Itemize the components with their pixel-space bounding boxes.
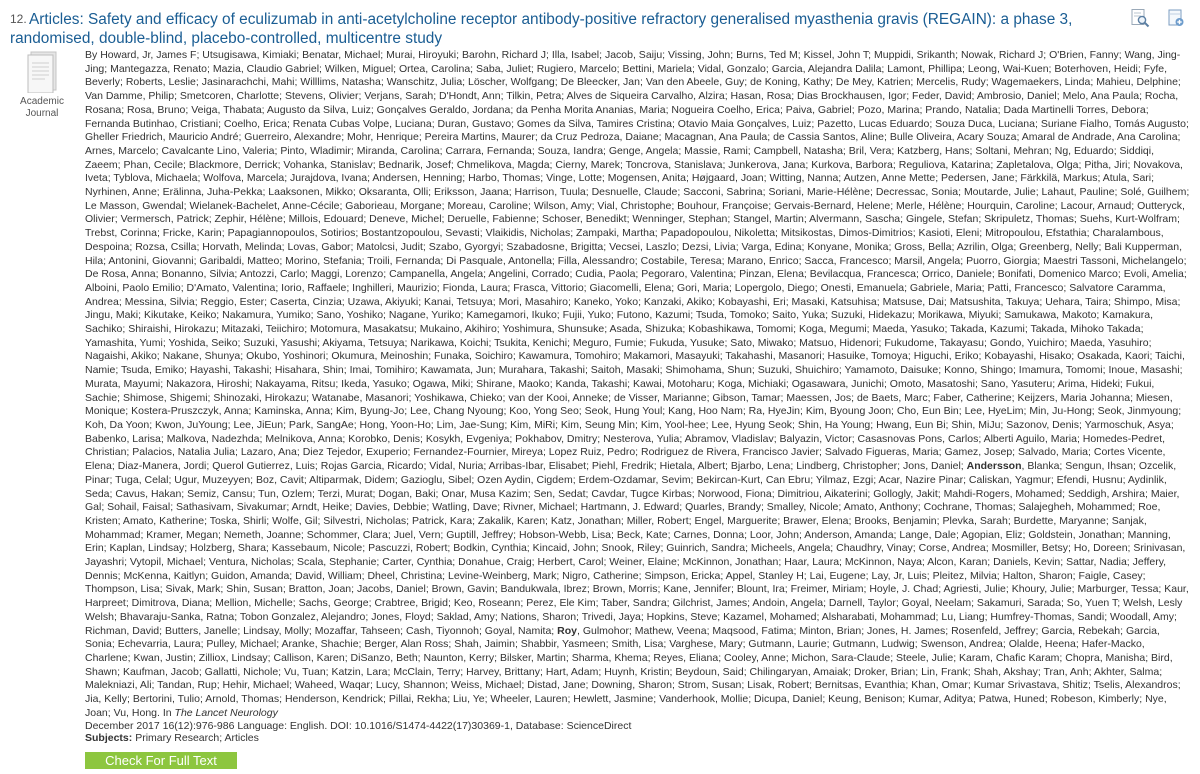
author-list bbox=[85, 49, 1190, 734]
result-title bbox=[10, 10, 1120, 48]
record-details bbox=[85, 49, 1190, 734]
check-full-text-button[interactable]: Check For Full Text bbox=[85, 752, 237, 769]
authors-text-1: Howard, Jr, James F; Utsugisawa, Kimiaki; Benatar, Michael; Murai, Hiroyuki; Barohn, Richard J; Illa, Isabel; Jacob, Saiju; Vissing, John; Burns, Ted M; Kissel, John T; Muppidi, Srikanth; Nowak, Richard J; O'Brien, Fanny; Wang, Jing-Jing; Mantegazza, Renato; Mazia, Claudio Gabriel; Wilken, Miguel; Ortea, Carolina; Saba, Juliet; Rugiero, Marcelo; Bettini, Mariela; Vidal, Gonzalo; Garcia, Alejandra Dalila; Lamont, Phillipa; Leong, Wai-Kuen; Boterhoven, Heidi; Fyfe, Beverly; Roberts, Leslie; Jasinarachchi, Mahi; Willlims, Natasha; Wanschitz, Julia; Löscher, Wolfgang; De Bleecker, Jan; Van den Abeele, Guy; de Koning, Kathy; De Mey, Katrien; Mercelis, Rudy; Wagemaekers, Linda; Mahieu, Delphine; Van Damme, Philip; Smetcoren, Charlotte; Stevens, Olivier; Verjans, Sarah; D'Hondt, Ann; Tilkin, Petra; Alves de Siqueira Carvalho, Alzira; Hasan, Rosa; Dias Brockhausen, Igor; Feder, David; Ambrosio, Daniel; Melo, Ana Paula; Rocha, Rosana; Rosa, Bruno; Veiga, Thabata; Augusto da Silva, Luiz; Gonçalves Geraldo, Jordana; da Penha Morita Ananias, Maria; Nogueira Coelho, Erica; Paiva, Gabriel; Pozo, Marina; Prando, Natalia; Dada Martinelli Torres, Debora; Fernanda Butinhao, Cristiani; Coelho, Erica; Renata Cubas Volpe, Luciana; Duran, Gustavo; Gomes da Silva, Tamires Cristina; Otavio Maia Gonçalves, Luiz; Pazetto, Lucas Eduardo; Souza Duca, Luciana; Suriane Fialho, Tomás Augusto; Gheller Friedrich, Mauricio André; Guerreiro, Alexandre; Mohr, Henrique; Pereira Martins, Maurer; da Cruz Pedroza, Daiane; Macagnan, Ana Paula; de Cassia Santos, Aline; Bulle Oliveira, Acary Souza; Amaral de Andrade, Ana Carolina; Arnes, Marcelo; Cavalcante Lino, Valeria; Pinto, Wladimir; Miranda, Carolina; Carrara, Fernanda; Souza, Iandra; Genge, Angela; Massie, Rami; Campbell, Natasha; Bril, Vera; Katzberg, Hans; Soltani, Mehran; Ng, Eduardo; Siddiqi, Zaeem; Phan, Cecile; Blackmore, Derrick; Vohanka, Stanislav; Bednarik, Josef; Chmelikova, Magda; Cierny, Marek; Toncrova, Stanislava; Junkerova, Jana; Kurkova, Barbora; Reguliova, Katarina; Zapletalova, Olga; Pitha, Jiri; Novakova, Iveta; Tyblova, Michaela; Wolfova, Marcela; Jurajdova, Ivana; Andersen, Henning; Harbo, Thomas; Vinge, Lotte; Mogensen, Anita; Højgaard, Joan; Witting, Nanna; Autzen, Anne Mette; Pedersen, Jane; Färkkilä, Markus; Atula, Sari; Nyrhinen, Anne; Erälinna, Juha-Pekka; Laaksonen, Mikko; Oksaranta, Olli; Eriksson, Jaana; Harrison, Tuula; Desnuelle, Claude; Sacconi, Sabrina; Soriani, Marie-Hélène; Decressac, Sonia; Moutarde, Julie; Lahaut, Pauline; Solé, Guilhem; Le Masson, Gwendal; Wielanek-Bachelet, Anne-Cécile; Gaborieau, Morgane; Moreau, Caroline; Wilson, Amy; Vial, Christophe; Bouhour, Françoise; Gervais-Bernard, Helene; Merle, Hélène; Hourquin, Caroline; Lacour, Arnaud; Outteryck, Olivier; Vermersch, Patrick; Zephir, Hélène; Millois, Edouard; Deneve, Michel; Deruelle, Fabienne; Schoser, Benedikt; Wenninger, Stephan; Stangel, Martin; Alvermann, Sascha; Gingele, Stefan; Skripuletz, Thomas; Suehs, Kurt-Wolfram; Trebst, Corinna; Fricke, Karin; Papagiannopoulos, Sotirios; Bostantzopoulou, Sevasti; Vlaikidis, Nicholas; Zampaki, Martha; Papadopoulou, Nikoletta; Mitsikostas, Dimos-Dimitrios; Kasioti, Eleni; Mitropoulou, Efstathia; Charalambous, Despoina; Rozsa, Csilla; Horvath, Melinda; Lovas, Gabor; Matolcsi, Judit; Szabo, Gyorgyi; Szabadosne, Brigitta; Vecsei, Laszlo; Dezsi, Livia; Varga, Edina; Konyane, Monika; Gross, Bella; Azrilin, Olga; Greenberg, Nelly; Bali Kupperman, Hila; Antonini, Giovanni; Garibaldi, Matteo; Morino, Stefania; Troili, Fernanda; Di Pasquale, Antonella; Filla, Alessandro; Costabile, Teresa; Marano, Enrico; Sacca, Francesco; Marsil, Angela; Puorro, Giorgia; Maestri Tassoni, Michelangelo; De Rosa, Anna; Bonanno, Silvia; Antozzi, Carlo; Maggi, Lorenzo; Campanella, Angela; Angelini, Corrado; Cudia, Paola; Pegoraro, Valentina; Pinzan, Elena; Bevilacqua, Francesca; Orrico, Daniele; Bonifati, Domenico Marco; Evoli, Amelia; Alboini, Paolo Emilio; D'Amato, Valentina; Iorio, Raffaele; Inghilleri, Maurizio; Fionda, Laura; Frasca, Vittorio; Giacomelli, Elena; Gori, Maria; Lopergolo, Diego; Onesti, Emanuela; Gabriele, Maria; Patti, Francesco; Salvatore Caramma, Andrea; Messina, Silvia; Reggio, Ester; Caserta, Cinzia; Uzawa, Akiyuki; Kanai, Tetsuya; Mori, Masahiro; Kaneko, Yoko; Kanzaki, Akiko; Kobayashi, Eri; Masaki, Katsuhisa; Matsuse, Dai; Matsushita, Takuya; Uehara, Taira; Shimpo, Misa; Jingu, Maki; Kikutake, Keiko; Nakamura, Yumiko; Sano, Yoshiko; Nagane, Yuriko; Kamegamori, Ikuko; Fujii, Yuko; Futono, Kazumi; Tsuda, Tomoko; Saito, Yuka; Suzuki, Hidekazu; Morikawa, Miyuki; Samukawa, Makoto; Kamakura, Sachiko; Shiraishi, Hirokazu; Mitazaki, Teiichiro; Motomura, Masakatsu; Mukaino, Akihiro; Yoshimura, Shunsuke; Asada, Shizuka; Kobashikawa, Tomomi; Koga, Megumi; Maeda, Yasuko; Takada, Kazumi; Takada, Mihoko Takada; Yamashita, Yumi; Yoshida, Seiko; Suzuki, Yasushi; Akiyama, Tetsuya; Narikawa, Koichi; Tsukita, Kenichi; Meguro, Fumie; Fukuda, Yusuke; Sato, Miwako; Matsuo, Hidenori; Fukudome, Takayasu; Gondo, Yuichiro; Maeda, Yasuhiro; Nagaishi, Akiko; Nakane, Shunya; Okubo, Yoshinori; Okumura, Meinoshin; Funaka, Soichiro; Kawamura, Tomohiro; Makamori, Masayuki; Takahashi, Masanori; Hasuike, Tomoya; Higuchi, Eriko; Kobayashi, Hisako; Osakada, Kaori; Taichi, Namie; Tsuda, Emiko; Hayashi, Takashi; Hisahara, Shin; Imai, Tomihiro; Kawamata, Jun; Murahara, Takashi; Saitoh, Masaki; Shimohama, Shun; Suzuki, Shuichiro; Yamamoto, Daisuke; Konno, Shingo; Imamura, Tomomi; Inoue, Masashi; Murata, Mayumi; Nakazora, Hiroshi; Nakayama, Ritsu; Ikeda, Yasuko; Ogawa, Miki; Shirane, Maoko; Kanda, Takashi; Kawai, Motoharu; Koga, Michiaki; Ogasawara, Junichi; Omoto, Masatoshi; Sano, Yasuteru; Arima, Hideki; Fukui, Sachie; Shimose, Shigemi; Shinozaki, Hirokazu; Watanabe, Masanori; Yoshikawa, Chieko; van der Kooi, Anneke; de Visser, Marianne; Gibson, Tamar; Maessen, Jos; de Baets, Marc; Faber, Catherine; Keijzers, Maria Johanna; Miesen, Monique; Kostera-Pruszczyk, Anna; Kaminska, Anna; Kim, Byung-Jo; Lee, Chang Nyoung; Koo, Yong Seo; Seok, Hung Youl; Kang, Hoo Nam; Ra, HyeJin; Kim, Byoung Joon; Cho, Eun Bin; Lee, HyeLim; Min, Ju-Hong; Seok, Jinmyoung; Koh, Da Yoon; Kwon, JuYoung; Lee, JiEun; Park, SangAe; Hong, Yoon-Ho; Lim, Jae-Sung; Kim, MiRi; Kim, Seung Min; Kim, Yool-hee; Lee, Hyung Seok; Shin, Ha Young; Hwang, Eun Bi; Shin, MiJu; Sazonov, Denis; Yarmoschuk, Asya; Babenko, Larisa; Malkova, Nadezhda; Melnikova, Anna; Korobko, Denis; Kosykh, Evgeniya; Pokhabov, Dmitry; Nesterova, Yulia; Abramov, Vladislav; Balyazin, Victor; Casasnovas Pons, Carlos; Alberti Aguilo, Maria; Homedes-Pedret, Christian; Palacios, Natalia Julia; Lazaro, Ana; Diez Tejedor, Exuperio; Fernandez-Fournier, Mireya; Lopez Ruiz, Pedro; Rodriguez de Rivera, Francisco Javier; Salvado Figueras, Maria; Gamez, Josep; Salvado, Maria; Cortes Vicente, Elena; Diaz-Manera, Jordi; Querol Gutierrez, Luis; Rojas Garcia, Ricardo; Vidal, Nuria; Arribas-Ibar, Elisabet; Piehl, Fredrik; Hietala, Albert; Bjarbo, Lena; Lindberg, Christopher; Jons, Daniel; bbox=[85, 49, 1190, 473]
academic-journal-icon bbox=[27, 51, 57, 93]
article-title-link[interactable]: Articles: Safety and efficacy of eculizumab in anti-acetylcholine receptor antibody-positive refractory generalised myasthenia gravis (REGAIN): a phase 3, randomised, double-blind, placebo-controlled, multicentre study bbox=[10, 11, 1073, 47]
subjects-value: Primary Research; Articles bbox=[135, 732, 259, 744]
subjects bbox=[85, 732, 259, 744]
publication-type-label: Academic Journal bbox=[20, 96, 64, 119]
publication-type bbox=[14, 51, 70, 120]
subjects-label: Subjects: bbox=[85, 732, 133, 744]
result-actions bbox=[1130, 8, 1186, 28]
by-prefix: By bbox=[85, 49, 98, 61]
author-highlight-1: Andersson bbox=[966, 460, 1022, 473]
authors-text-3: , Gulmohor; Mathew, Veena; Maqsood, Fatima; Minton, Brian; Jones, H. James; Rosenfeld, Jeffrey; Garcia, Rebekah; Garcia, Sonia; Echevarria, Laura; Pulley, Michael; Aranke, Shachie; Berger, Alan Ross; Shah, Jaimin; Shabbir, Yasmeen; Smith, Lisa; Varghese, Mary; Gutmann, Laurie; Gutmann, Ludwig; Swenson, Andrea; Olalde, Heena; Hafer-Macko, Charlene; Kwan, Justin; Zilliox, Lindsay; Callison, Karen; DiSanzo, Beth; Naunton, Kerry; Bilsker, Martin; Sharma, Khema; Reyes, Eliana; Cooley, Anne; Michon, Sara-Claude; Steele, Julie; Karam, Chafic Karam; Chopra, Manisha; Bird, Shawn; Kaufman, Jacob; Gallatti, Nichole; Vu, Tuan; Katzin, Lara; McClain, Terry; Harvey, Brittany; Hart, Adam; Huynh, Kristin; Beydoun, Said; Chilingaryan, Amaiak; Droker, Brian; Lin, Frank; Shah, Akshay; Tran, Anh; Akhter, Salma; Malekniazi, Ali; Tandan, Rup; Hehir, Michael; Waheed, Waqar; Lucy, Shannon; Weiss, Michael; Distad, Jane; Downing, Sharon; Strom, Susan; Lisak, Robert; Bernitsas, Evanthia; Khan, Omar; Kumar Srivastava, Shitiz; Tselis, Alexandros; Jia, Kelly; Bertorini, Tulio; Arnold, Thomas; Henderson, Kendrick; Pillai, Rekha; Liu, Ye; Wheeler, Lauren; Hewlett, Jasmine; Vanderhook, Mollie; Dicupa, Daniel; Keung, Benison; Kumar, Aditya; Patwa, Huned; Robeson, Kimberly; Nye, Joan; Vu, Hong. bbox=[85, 624, 1181, 719]
journal-name: The Lancet Neurology bbox=[174, 706, 278, 719]
result-number: 12. bbox=[10, 12, 27, 26]
citation-details: December 2017 16(12):976-986 Language: English. DOI: 10.1016/S1474-4422(17)30369-1, Database: ScienceDirect bbox=[85, 720, 632, 733]
authors-text-2: , Blanka; Sengun, Ihsan; Ozcelik, Pinar; Tuga, Celal; Ugur, Muzeyyen; Boz, Cavit; Altiparmak, Didem; Gazioglu, Sibel; Ozen Aydin, Cigdem; Erdem-Ozdamar, Sevim; Bekircan-Kurt, Can Ebru; Yilmaz, Ezgi; Acar, Nazire Pinar; Caliskan, Yagmur; Efendi, Husnu; Aydinlik, Seda; Cavus, Hakan; Semiz, Cansu; Tun, Ozlem; Terzi, Murat; Dogan, Baki; Onar, Musa Kazim; Sen, Sedat; Cavdar, Tugce Kirbas; Norwood, Fiona; Dimitriou, Aikaterini; Gollogly, Jakit; Mahdi-Rogers, Mohamed; Seddigh, Arshira; Maier, Gal; Sohail, Faisal; Sathasivam, Sivakumar; Arndt, Heike; Davies, Debbie; Watling, Dave; Rivner, Michael; Hartmann, J. Edward; Quarles, Brandy; Smalley, Nicole; Amato, Anthony; Cochrane, Thomas; Salajegheh, Mohammed; Roe, Kristen; Amato, Katherine; Toska, Shirli; Wolfe, Gil; Silvestri, Nicholas; Patrick, Kara; Zakalik, Karen; Katz, Jonathan; Miller, Robert; Engel, Marguerite; Brawer, Elena; Brooks, Benjamin; Plevka, Sarah; Burdette, Maryanne; Sanjak, Mohammad; Kramer, Megan; Nemeth, Joanne; Schommer, Clara; Juel, Vern; Guptill, Jeffrey; Hobson-Webb, Lisa; Beck, Kate; Carnes, Donna; Loor, John; Anderson, Amanda; Lange, Dale; Agopian, Eliz; Goldstein, Jonathan; Manning, Erin; Kaplan, Lindsay; Holzberg, Shara; Kassebaum, Nicole; Pascuzzi, Robert; Bodkin, Cynthia; Kincaid, John; Snook, Riley; Guinrich, Sandra; Micheels, Angela; Chaudhry, Vinay; Corse, Andrea; Mosmiller, Betsy; Ho, Doreen; Srinivasan, Jayashri; Vytopil, Michael; Ventura, Nicholas; Scala, Stephanie; Carter, Cynthia; Donahue, Craig; Herbert, Carol; Weiner, Elaine; McKinnon, Jonathan; Haar, Laura; McKinnon, Naya; Alcon, Karan; Daniels, Kevin; Sattar, Nadia; Jeffery, Dennis; McKenna, Kaitlyn; Guidon, Amanda; David, William; Dheel, Christina; Levine-Weinberg, Mark; Nigro, Catherine; Simpson, Ericka; Appel, Stanley H; Lai, Eugene; Lay, Jr, Luis; Pleitez, Milvia; Halton, Sharon; Faigle, Casey; Thompson, Lisa; Sivak, Mark; Shin, Susan; Bratton, Joan; Jacobs, Daniel; Brown, Gavin; Bandukwala, Ibrez; Brown, Morris; Kane, Jennifer; Blount, Ira; Freimer, Miriam; Hoyle, J. Chad; Agriesti, Julie; Khoury, Julie; Marburger, Tessa; Kaur, Harpreet; Dimitrova, Diana; Mellion, Michelle; Sachs, George; Crabtree, Brigid; Keo, Roseann; Perez, Ele Kim; Taber, Sandra; Gilchrist, James; Andoin, Angela; Darnell, Taylor; Goyal, Neelam; Sakamuri, Sarada; So, Yuen T; Welsh, Lesly Welsh; Bhavaraju-Sanka, Ratna; Tobon Gonzalez, Alejandro; Jones, Floyd; Saklad, Amy; Nations, Sharon; Trivedi, Jaya; Hopkins, Steve; Kazamel, Mohamed; Alsharabati, Mohammad; Lu, Liang; Humfrey-Thomas, Sandi; Woodall, Amy; Richman, David; Butters, Janelle; Lindsay, Molly; Mozaffar, Tahseen; Cash, Tiyonnoh; Goyal, Namita; bbox=[85, 460, 1189, 637]
folder-add-icon[interactable] bbox=[1166, 8, 1186, 28]
author-highlight-2: Roy bbox=[557, 624, 577, 637]
source-prefix: In bbox=[162, 706, 172, 719]
magnifier-document-icon[interactable] bbox=[1130, 8, 1150, 28]
